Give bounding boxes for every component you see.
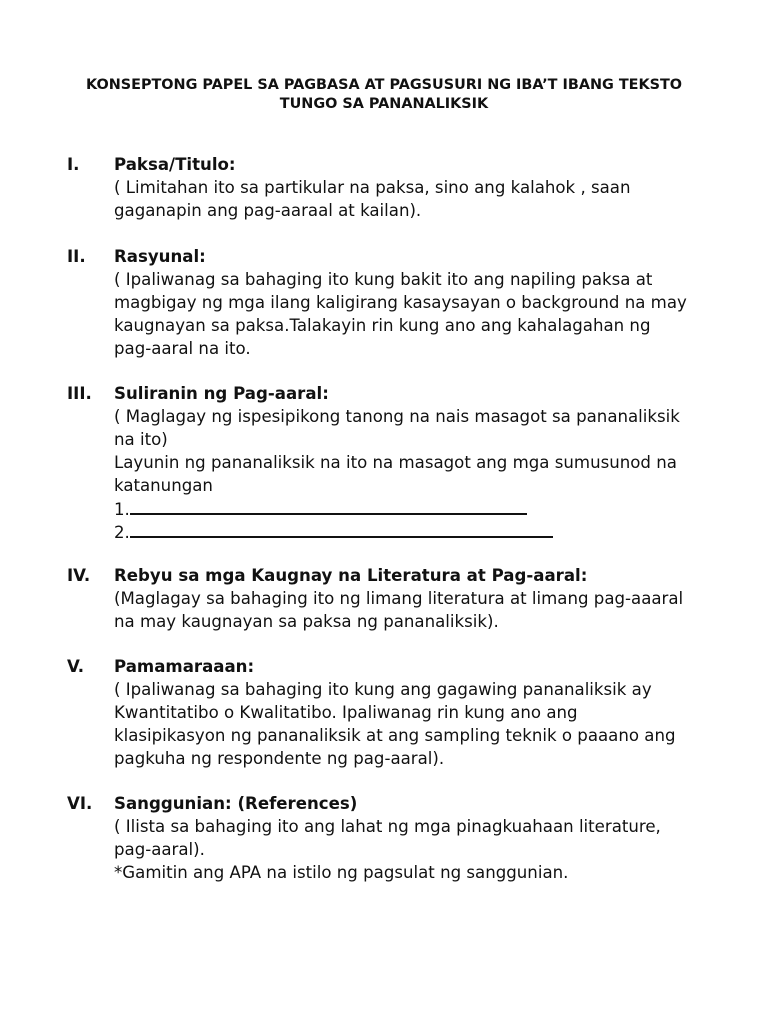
blank-number: 1. (114, 500, 130, 519)
section-text-line: ( Maglagay ng ispesipikong tanong na nais masagot sa pananaliksik (114, 407, 680, 426)
section-heading: Pamamaraaan: (114, 657, 255, 676)
blank-line (130, 520, 553, 538)
section-text-line: ( Ipaliwanag sa bahaging ito kung bakit ito ang napiling paksa at (114, 270, 653, 289)
blank-line (130, 497, 527, 515)
section-text-line: kaugnayan sa paksa.Talakayin rin kung ano ang kahalagahan ng (114, 316, 651, 335)
section-text-line: Kwantitatibo o Kwalitatibo. Ipaliwanag rin kung ano ang (114, 703, 578, 722)
section-numeral: I. (67, 155, 80, 174)
section-content (114, 792, 754, 884)
section-content (114, 245, 754, 360)
answer-blank-1 (114, 497, 754, 520)
section-text-line: ( Ipaliwanag sa bahaging ito kung ang gagawing pananaliksik ay (114, 680, 652, 699)
section-text-line: katanungan (114, 476, 213, 495)
section-content (114, 655, 754, 770)
section-numeral: II. (67, 247, 86, 266)
section-heading: Rasyunal: (114, 247, 206, 266)
section-text-line: (Maglagay sa bahaging ito ng limang literatura at limang pag-aaaral (114, 589, 684, 608)
section-numeral: VI. (67, 794, 93, 813)
section-heading: Paksa/Titulo: (114, 155, 236, 174)
section-heading: Suliranin ng Pag-aaral: (114, 384, 329, 403)
section-text-line: na may kaugnayan sa paksa ng pananaliksik). (114, 612, 499, 631)
document-title (0, 76, 768, 114)
section-text-line: pag-aaral na ito. (114, 339, 251, 358)
section-content (114, 564, 754, 633)
section-numeral: IV. (67, 566, 91, 585)
section-text-line: *Gamitin ang APA na istilo ng pagsulat ng sanggunian. (114, 863, 569, 882)
section-text-line: gaganapin ang pag-aaraal at kailan). (114, 201, 422, 220)
answer-blank-2 (114, 520, 754, 543)
section-text-line: ( Limitahan ito sa partikular na paksa, sino ang kalahok , saan (114, 178, 631, 197)
section-text-line: pagkuha ng respondente ng pag-aaral). (114, 749, 445, 768)
section-text-line: Layunin ng pananaliksik na ito na masagot ang mga sumusunod na (114, 453, 677, 472)
section-heading: Rebyu sa mga Kaugnay na Literatura at Pag-aaral: (114, 566, 588, 585)
section-numeral: V. (67, 657, 85, 676)
section-content (114, 153, 754, 222)
section-numeral: III. (67, 384, 92, 403)
section-text-line: pag-aaral). (114, 840, 205, 859)
title-line-1: KONSEPTONG PAPEL SA PAGBASA AT PAGSUSURI NG IBA’T IBANG TEKSTO (85, 77, 683, 93)
title-line-2: TUNGO SA PANANALIKSIK (279, 96, 489, 112)
section-text-line: na ito) (114, 430, 168, 449)
blank-number: 2. (114, 523, 130, 542)
section-text-line: ( Ilista sa bahaging ito ang lahat ng mga pinagkuahaan literature, (114, 817, 661, 836)
section-heading: Sanggunian: (References) (114, 794, 358, 813)
section-text-line: klasipikasyon ng pananaliksik at ang sampling teknik o paaano ang (114, 726, 676, 745)
section-content (114, 382, 754, 543)
section-text-line: magbigay ng mga ilang kaligirang kasaysayan o background na may (114, 293, 687, 312)
